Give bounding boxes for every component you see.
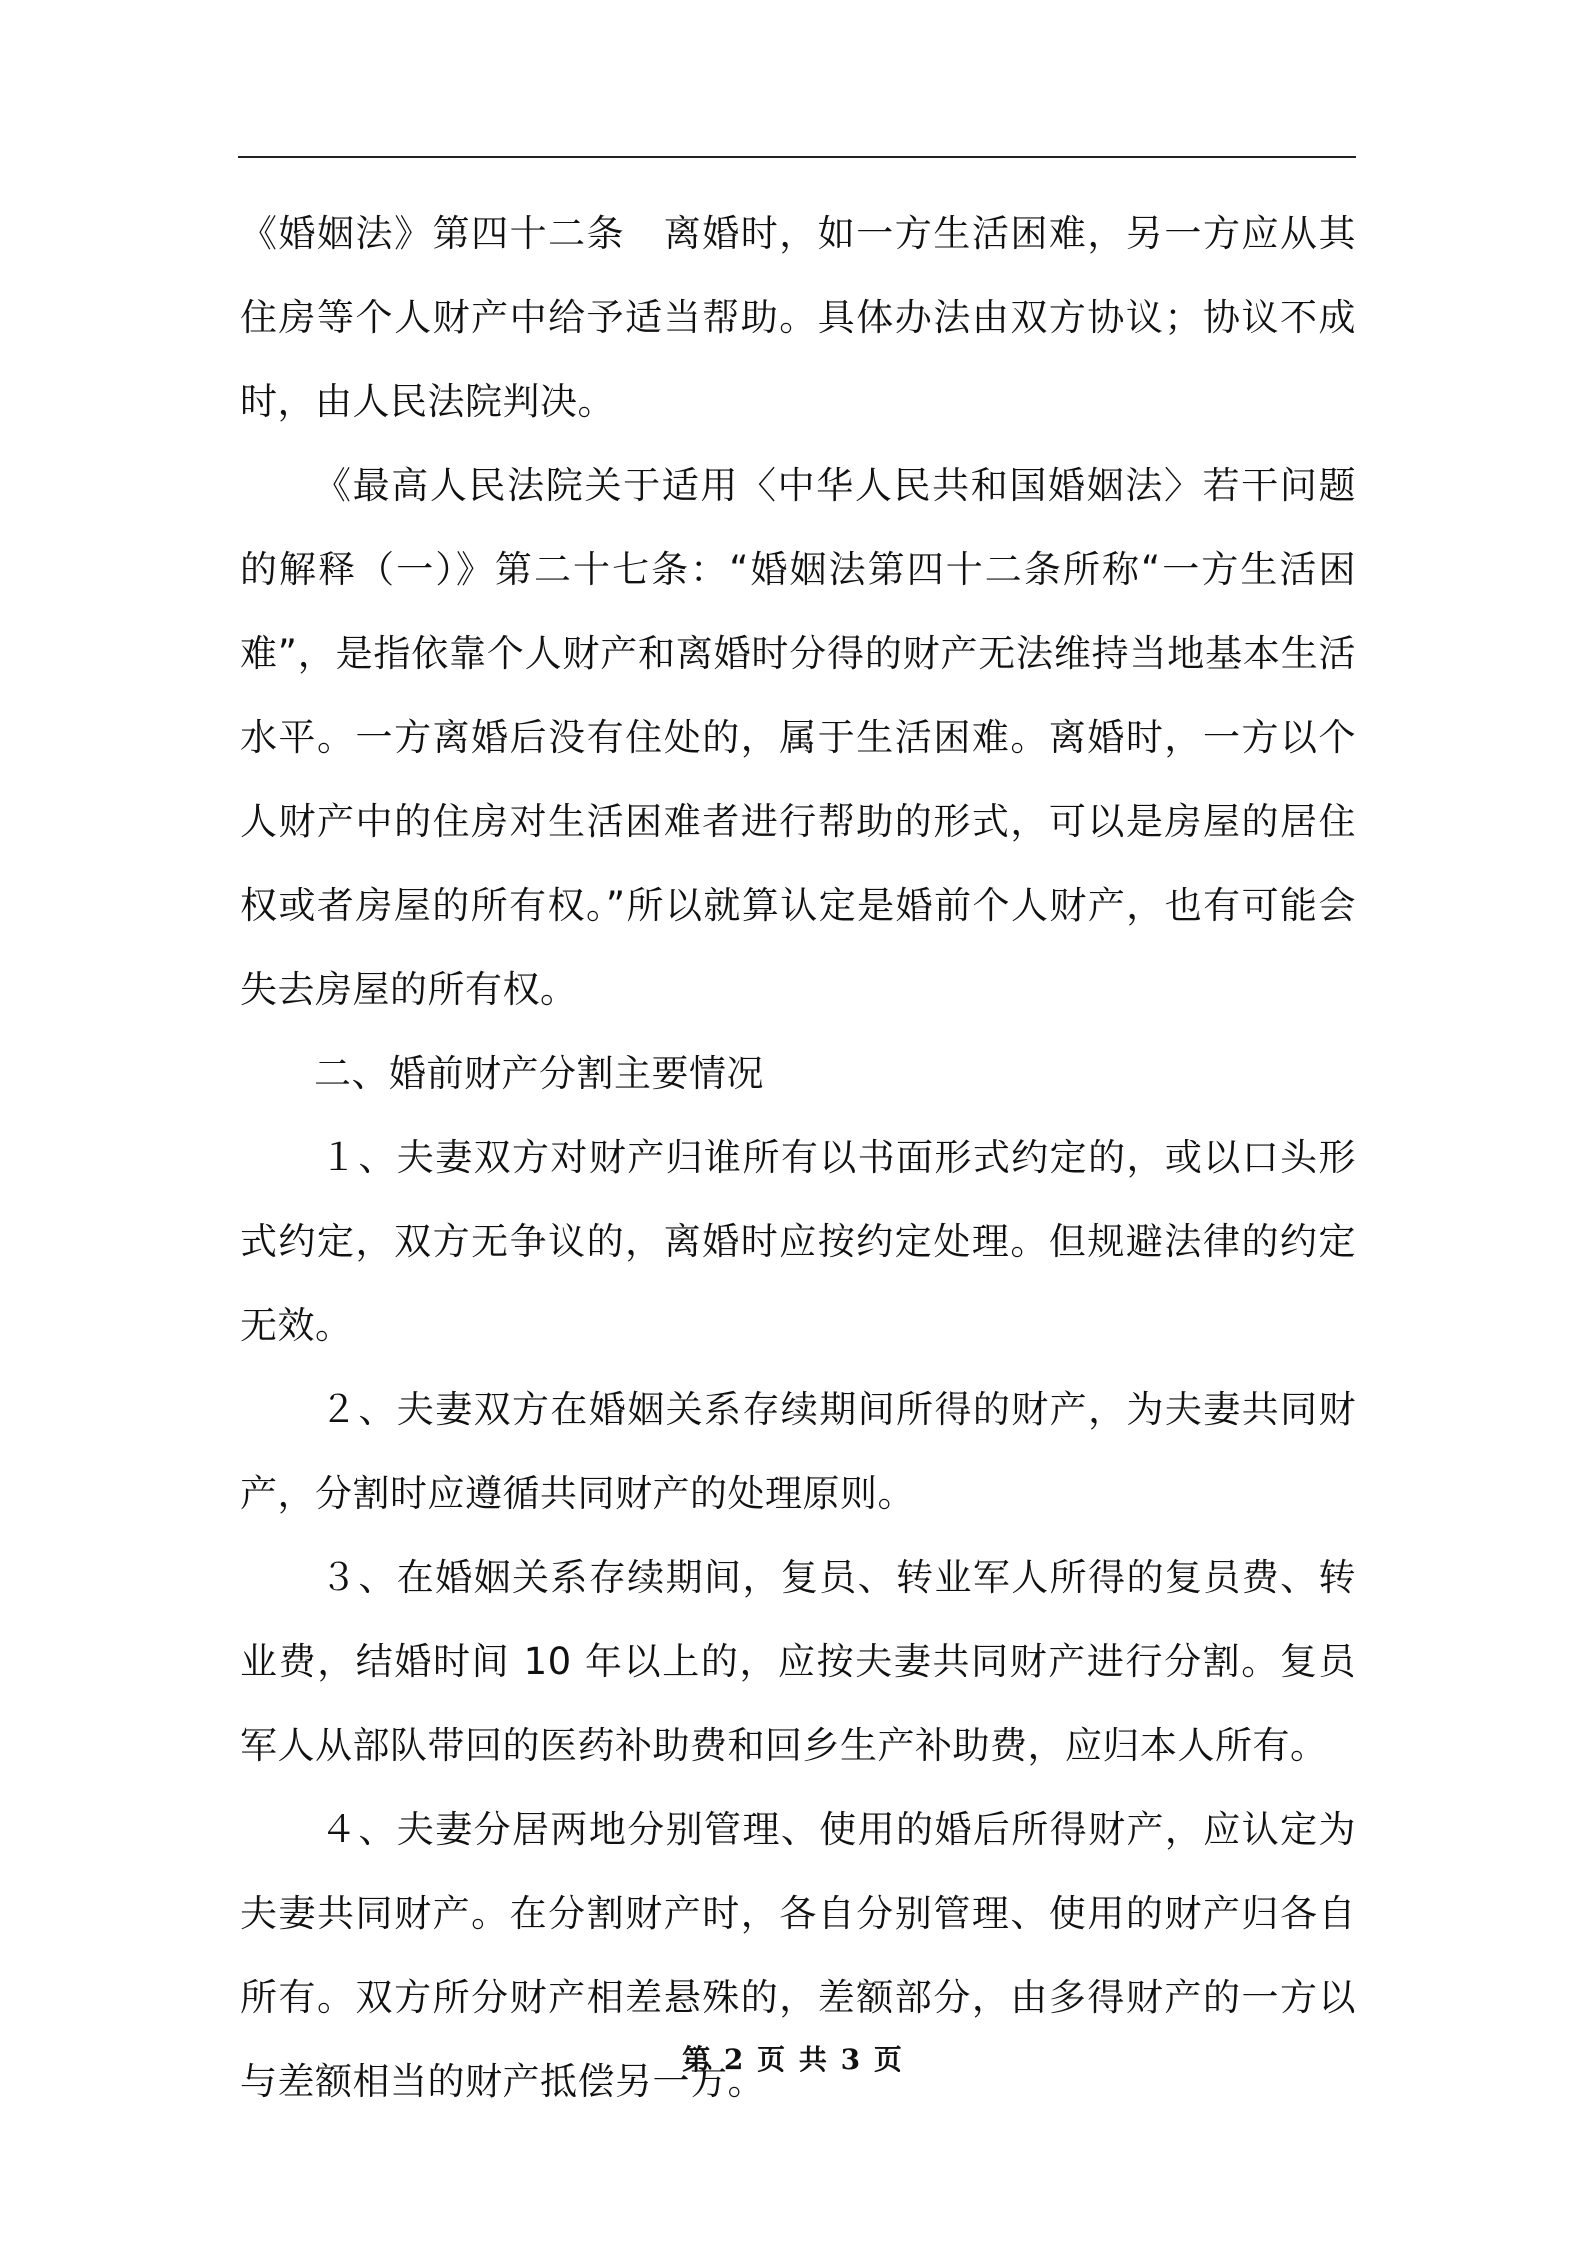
header-divider: [238, 156, 1356, 158]
page-number-footer: 第 2 页 共 3 页: [682, 2043, 904, 2076]
list-item-3: ３、在婚姻关系存续期间，复员、转业军人所得的复员费、转业费，结婚时间 10 年以上的，应按夫妻共同财产进行分割。复员军人从部队带回的医药补助费和回乡生产补助费，应归本人所有。: [240, 1556, 1356, 1767]
section-heading-premarital-property: 二、婚前财产分割主要情况: [314, 1052, 764, 1095]
paragraph-judicial-interpretation: 《最高人民法院关于适用〈中华人民共和国婚姻法〉若干问题的解释（一）》第二十七条：“婚姻法第四十二条所称“一方生活困难”，是指依靠个人财产和离婚时分得的财产无法维持当地基本生活水平。一方离婚后没有住处的，属于生活困难。离婚时，一方以个人财产中的住房对生活困难者进行帮助的形式，可以是房屋的居住权或者房屋的所有权。”所以就算认定是婚前个人财产，也有可能会失去房屋的所有权。: [240, 464, 1356, 1011]
document-body: [240, 192, 1356, 2124]
list-item-4: ４、夫妻分居两地分别管理、使用的婚后所得财产，应认定为夫妻共同财产。在分割财产时，各自分别管理、使用的财产归各自所有。双方所分财产相差悬殊的，差额部分，由多得财产的一方以与差额相当的财产抵偿另一方。: [240, 1808, 1356, 2103]
paragraph-marriage-law-article-42: 《婚姻法》第四十二条 离婚时，如一方生活困难，另一方应从其住房等个人财产中给予适当帮助。具体办法由双方协议；协议不成时，由人民法院判决。: [240, 212, 1356, 423]
list-item-1: １、夫妻双方对财产归谁所有以书面形式约定的，或以口头形式约定，双方无争议的，离婚时应按约定处理。但规避法律的约定无效。: [240, 1136, 1356, 1347]
list-item-2: ２、夫妻双方在婚姻关系存续期间所得的财产，为夫妻共同财产，分割时应遵循共同财产的处理原则。: [240, 1388, 1356, 1515]
